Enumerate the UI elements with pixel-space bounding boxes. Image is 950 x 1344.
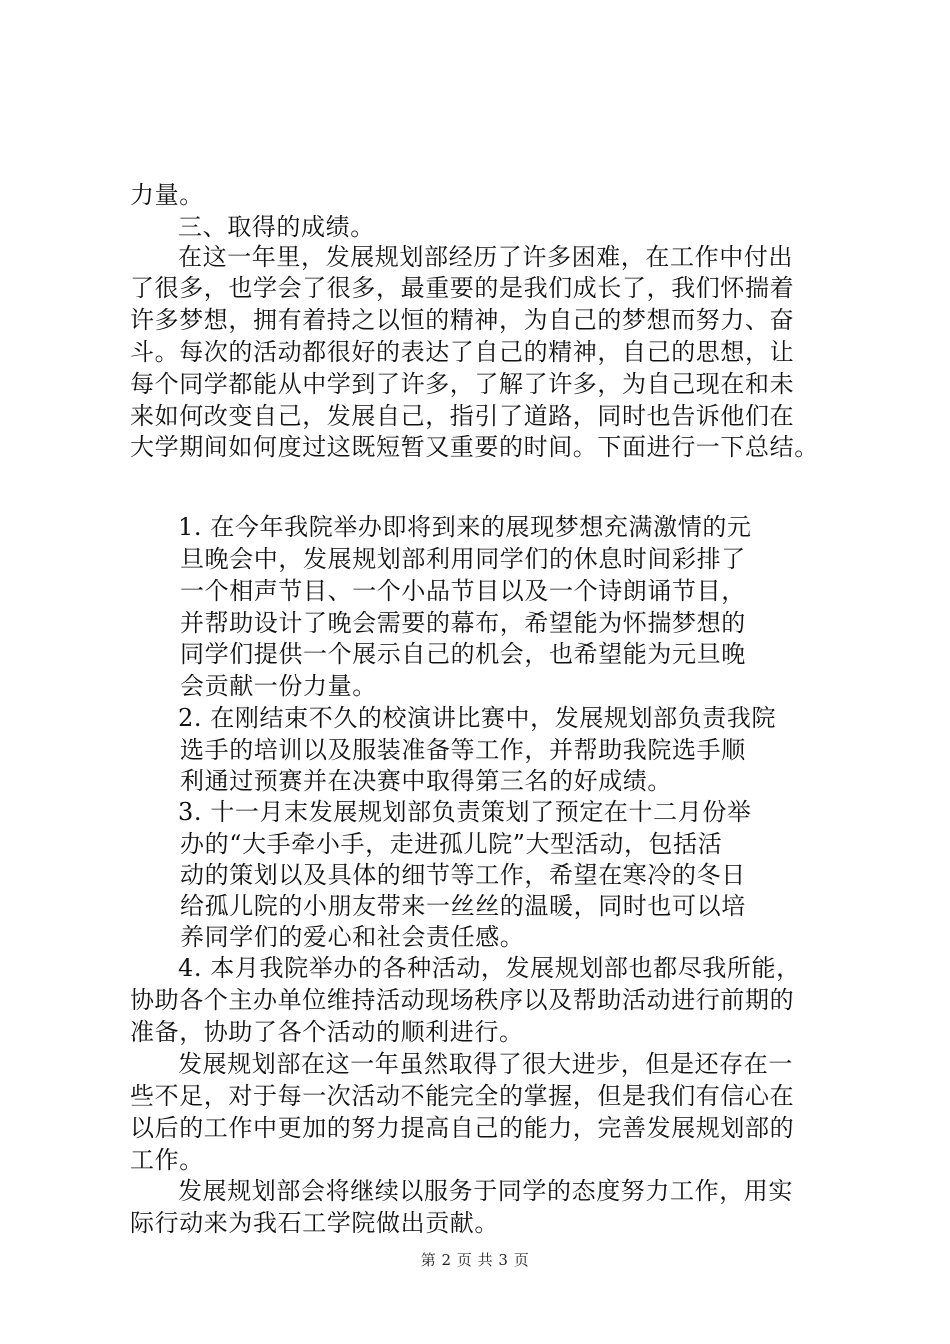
page-number-footer: 第 2 页 共 3 页 [420, 1251, 530, 1269]
text-line: 在这一年里，发展规划部经历了许多困难，在工作中付出 [178, 243, 793, 271]
text-line: 协助各个主办单位维持活动现场秩序以及帮助活动进行前期的 [130, 986, 795, 1014]
list-item-4: 4. 本月我院举办的各种活动，发展规划部也都尽我所能， [178, 954, 801, 982]
text-line: 许多梦想，拥有着持之以恒的精神，为自己的梦想而努力、奋 [130, 306, 795, 334]
section-heading: 三、取得的成绩。 [178, 213, 375, 241]
list-item-2: 2. 在刚结束不久的校演讲比赛中，发展规划部负责我院 [178, 704, 777, 732]
text-line: 旦晚会中，发展规划部利用同学们的休息时间彩排了 [180, 545, 746, 573]
text-line: 工作。 [130, 1146, 204, 1174]
text-line: 选手的培训以及服装准备等工作，并帮助我院选手顺 [180, 736, 746, 764]
list-item-1: 1. 在今年我院举办即将到来的展现梦想充满激情的元 [178, 513, 752, 541]
list-item-3: 3. 十一月末发展规划部负责策划了预定在十二月份举 [178, 798, 752, 826]
text-line: 给孤儿院的小朋友带来一丝丝的温暖，同时也可以培 [180, 892, 746, 920]
text-line: 会贡献一份力量。 [180, 672, 377, 700]
text-line: 每个同学都能从中学到了许多，了解了许多，为自己现在和未 [130, 370, 795, 398]
text-line: 动的策划以及具体的细节等工作，希望在寒冷的冬日 [180, 861, 746, 889]
text-line: 发展规划部在这一年虽然取得了很大进步，但是还存在一 [178, 1050, 793, 1078]
text-line: 发展规划部会将继续以服务于同学的态度努力工作，用实 [178, 1177, 793, 1205]
text-line: 利通过预赛并在决赛中取得第三名的好成绩。 [180, 767, 672, 795]
text-line: 以后的工作中更加的努力提高自己的能力，完善发展规划部的 [130, 1114, 795, 1142]
text-line: 了很多，也学会了很多，最重要的是我们成长了，我们怀揣着 [130, 274, 795, 302]
text-line: 同学们提供一个展示自己的机会，也希望能为元旦晚 [180, 640, 746, 668]
text-line: 养同学们的爱心和社会责任感。 [180, 923, 525, 951]
text-line: 斗。每次的活动都很好的表达了自己的精神，自己的思想，让 [130, 338, 795, 366]
text-line: 大学期间如何度过这既短暂又重要的时间。下面进行一下总结。 [130, 433, 819, 461]
text-line: 些不足，对于每一次活动不能完全的掌握，但是我们有信心在 [130, 1082, 795, 1110]
text-line: 一个相声节目、一个小品节目以及一个诗朗诵节目， [180, 577, 746, 605]
text-line: 力量。 [130, 181, 204, 209]
text-line: 来如何改变自己，发展自己，指引了道路，同时也告诉他们在 [130, 402, 795, 430]
text-line: 际行动来为我石工学院做出贡献。 [130, 1209, 499, 1237]
text-line: 办的“大手牵小手，走进孤儿院”大型活动，包括活 [180, 830, 723, 858]
text-line: 并帮助设计了晚会需要的幕布，希望能为怀揣梦想的 [180, 609, 746, 637]
text-line: 准备，协助了各个活动的顺利进行。 [130, 1018, 524, 1046]
